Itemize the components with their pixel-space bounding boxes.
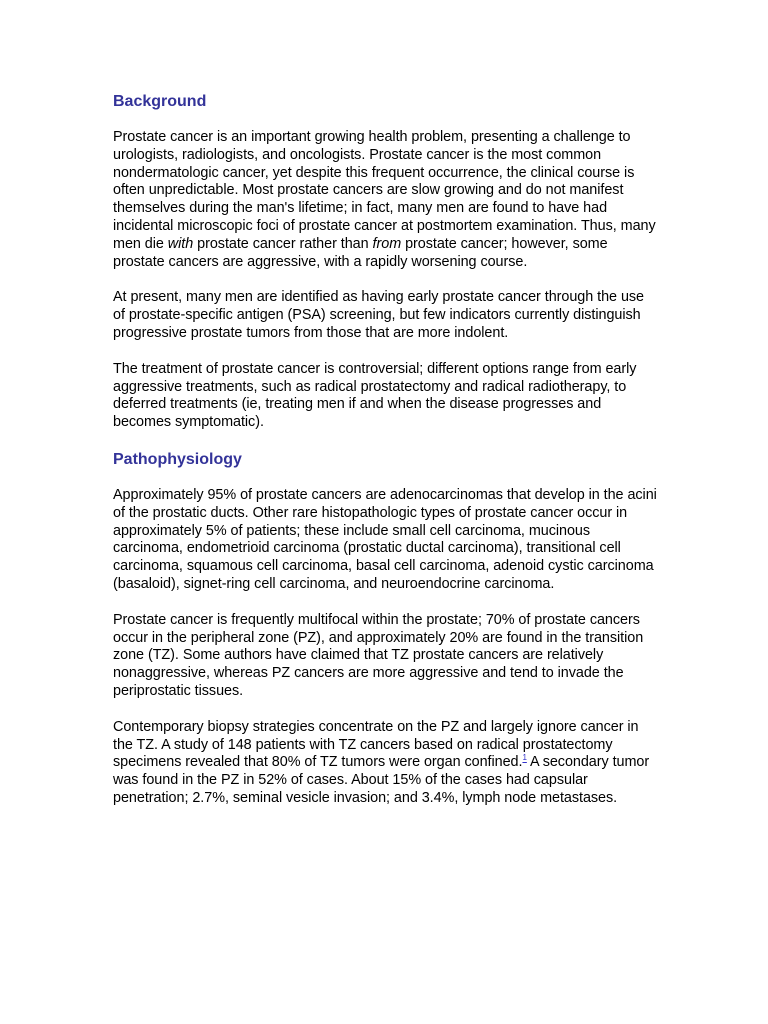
document-page bbox=[113, 92, 658, 826]
pathophysiology-paragraph-1: Approximately 95% of prostate cancers are adenocarcinomas that develop in the acini of the prostatic ducts. Other rare histopathologic types of prostate cancer occur in approximately 5% of patients; these include small cell carcinoma, mucinous carcinoma, endometrioid carcinoma (prostatic ductal carcinoma), transitional cell carcinoma, squamous cell carcinoma, basal cell carcinoma, adenoid cystic carcinoma (basaloid), signet-ring cell carcinoma, and neuroendocrine carcinoma. bbox=[113, 486, 657, 592]
background-paragraph-2: At present, many men are identified as having early prostate cancer through the use of prostate-specific antigen (PSA) screening, but few indicators currently distinguish progressive prostate tumors from those that are more indolent. bbox=[113, 289, 645, 341]
emphasis-from: from bbox=[372, 235, 402, 252]
background-paragraph-1-mid: prostate cancer rather than bbox=[193, 235, 373, 252]
pathophysiology-paragraph-2: Prostate cancer is frequently multifocal within the prostate; 70% of prostate cancers occur in the peripheral zone (PZ), and approximately 20% are found in the transition zone (TZ). Some authors have claimed that TZ prostate cancers are relatively nonaggressive, whereas PZ cancers are more aggressive and tend to invade the periprostatic tissues. bbox=[113, 611, 644, 699]
pathophysiology-paragraph-3-end: A secondary tumor was found in the PZ in 52% of cases. About 15% of the cases had capsular penetration; 2.7%, seminal vesicle invasion; and 3.4%, lymph node metastases. bbox=[113, 754, 650, 806]
section-heading-pathophysiology: Pathophysiology bbox=[113, 450, 242, 468]
background-paragraph-3: The treatment of prostate cancer is controversial; different options range from early aggressive treatments, such as radical prostatectomy and radical radiotherapy, to deferred treatments (ie, treating men if and when the disease progresses and becomes symptomatic). bbox=[113, 360, 637, 431]
background-paragraph-1-text: Prostate cancer is an important growing health problem, presenting a challenge to urologists, radiologists, and oncologists. Prostate cancer is the most common nondermatologic cancer, yet despite this frequent occurrence, the clinical course is often unpredictable. Most prostate cancers are slow growing and do not manifest themselves during the man's lifetime; in fact, many men are found to have had incidental microscopic foci of prostate cancer at postmortem examination. Thus, many men die bbox=[113, 129, 656, 252]
background-paragraph-1-end: prostate cancer; however, some prostate cancers are aggressive, with a rapidly worsening course. bbox=[113, 235, 608, 270]
pathophysiology-paragraph-3-text: Contemporary biopsy strategies concentrate on the PZ and largely ignore cancer in the TZ. A study of 148 patients with TZ cancers based on radical prostatectomy specimens revealed that 80% of TZ tumors were organ confined. bbox=[113, 718, 639, 771]
pathophysiology-paragraph-3 bbox=[113, 719, 658, 808]
reference-link-1[interactable]: 1 bbox=[522, 753, 527, 763]
section-heading-background: Background bbox=[113, 93, 207, 110]
emphasis-with: with bbox=[167, 235, 194, 252]
background-paragraph-1 bbox=[113, 129, 658, 271]
